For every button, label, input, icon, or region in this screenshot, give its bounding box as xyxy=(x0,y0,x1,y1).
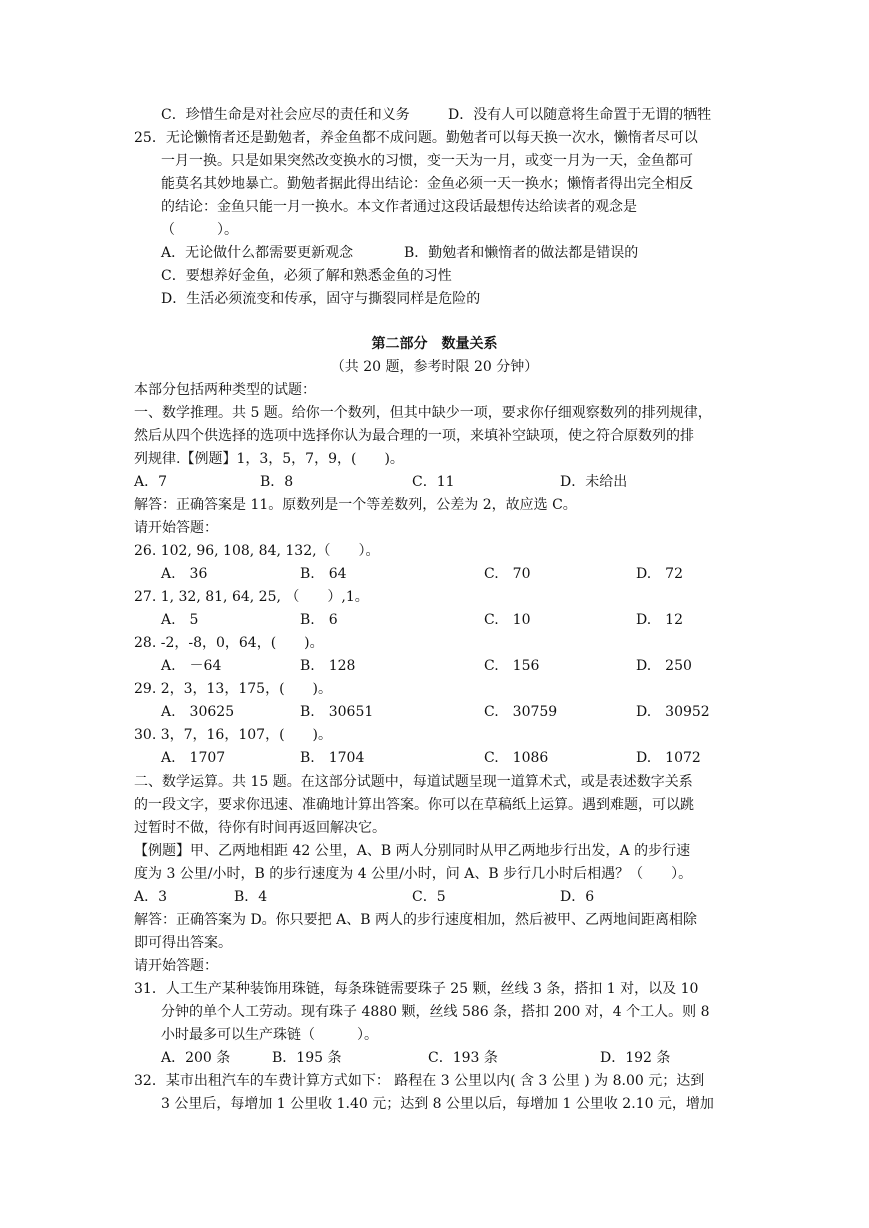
q31-option-d: D．192 条 xyxy=(600,1050,671,1066)
q24-options-cd xyxy=(0,104,869,126)
example2-option-d: D．6 xyxy=(560,889,595,905)
q30-stem: 30. 3，7，16，107，( )。 xyxy=(134,727,332,743)
q32-line-2: 3 公里后，每增加 1 公里收 1.40 元；达到 8 公里以后，每增加 1 公里收 2.10 元，增加 xyxy=(161,1096,714,1112)
q29-option-d: D. 30952 xyxy=(636,704,710,720)
q25-line-5: （ ）。 xyxy=(161,222,238,238)
q28-option-d: D. 250 xyxy=(636,658,692,674)
q27-stem: 27. 1, 32, 81, 64, 25, （ ）,1。 xyxy=(134,589,369,605)
q24-option-c: C．珍惜生命是对社会应尽的责任和义务 xyxy=(161,107,410,123)
q26-option-c: C. 70 xyxy=(484,566,531,582)
example1-options xyxy=(0,471,869,493)
part2-subtitle: （共 20 题，参考时限 20 分钟） xyxy=(330,359,539,375)
q28-option-a: A. －64 xyxy=(161,658,222,674)
sec2-line-2: 的一段文字，要求你迅速、准确地计算出答案。你可以在草稿纸上运算。遇到难题，可以跳 xyxy=(134,797,694,813)
q26-options xyxy=(0,563,869,585)
q27-option-c: C. 10 xyxy=(484,612,531,628)
q26-option-b: B. 64 xyxy=(300,566,347,582)
example2-answer-line-2: 即可得出答案。 xyxy=(134,935,232,951)
q26-option-d: D. 72 xyxy=(636,566,683,582)
part2-title: 第二部分 数量关系 xyxy=(371,336,498,352)
q29-option-b: B. 30651 xyxy=(300,704,374,720)
example1-option-d: D．未给出 xyxy=(560,474,628,490)
q31-line-1: 31．人工生产某种装饰用珠链，每条珠链需要珠子 25 颗，丝线 3 条，搭扣 1 对，以及 10 xyxy=(134,981,699,997)
q31-option-b: B．195 条 xyxy=(272,1050,342,1066)
example1-option-a: A．7 xyxy=(134,474,168,490)
q29-options xyxy=(0,701,869,723)
q25-line-4: 的结论：金鱼只能一月一换水。本文作者通过这段话最想传达给读者的观念是 xyxy=(161,199,637,215)
start-answering-2: 请开始答题： xyxy=(134,958,218,974)
q30-option-a: A. 1707 xyxy=(161,750,226,766)
sec1-line-2: 然后从四个供选择的选项中选择你认为最合理的一项，来填补空缺项，使之符合原数列的排 xyxy=(134,428,694,444)
example2-line-2: 度为 3 公里/小时，B 的步行速度为 4 公里/小时，问 A、B 步行几小时后相遇？（ ）。 xyxy=(134,866,693,882)
q27-option-d: D. 12 xyxy=(636,612,683,628)
q31-line-3: 小时最多可以生产珠链（ ）。 xyxy=(161,1027,378,1043)
sec2-line-3: 过暂时不做，待你有时间再返回解决它。 xyxy=(134,820,386,836)
q27-option-b: B. 6 xyxy=(300,612,338,628)
q29-stem: 29. 2，3，13，175，( )。 xyxy=(134,681,332,697)
q32-line-1: 32．某市出租汽车的车费计算方式如下： 路程在 3 公里以内( 含 3 公里 ) 为 8.00 元；达到 xyxy=(134,1073,705,1089)
q27-options xyxy=(0,609,869,631)
q28-options xyxy=(0,655,869,677)
q29-option-a: A. 30625 xyxy=(161,704,235,720)
q31-options xyxy=(0,1047,869,1069)
example2-options xyxy=(0,886,869,908)
q25-line-3: 能莫名其妙地暴亡。勤勉者据此得出结论：金鱼必须一天一换水；懒惰者得出完全相反 xyxy=(161,176,693,192)
q25-line-2: 一月一换。只是如果突然改变换水的习惯，变一天为一月，或变一月为一天，金鱼都可 xyxy=(161,153,693,169)
q24-option-d: D．没有人可以随意将生命置于无谓的牺牲 xyxy=(448,107,712,123)
q31-option-c: C．193 条 xyxy=(428,1050,498,1066)
q25-option-c: C．要想养好金鱼，必须了解和熟悉金鱼的习性 xyxy=(161,268,452,284)
example1-option-b: B．8 xyxy=(260,474,294,490)
q28-option-c: C. 156 xyxy=(484,658,540,674)
q25-options-ab xyxy=(0,242,869,264)
q29-option-c: C. 30759 xyxy=(484,704,558,720)
q28-stem: 28. -2，-8，0，64，( )。 xyxy=(134,635,324,651)
example2-option-a: A．3 xyxy=(134,889,168,905)
q26-stem: 26. 102, 96, 108, 84, 132,（ ）。 xyxy=(134,543,380,559)
q30-option-b: B. 1704 xyxy=(300,750,365,766)
example1-answer: 解答：正确答案是 11。原数列是一个等差数列，公差为 2，故应选 C。 xyxy=(134,497,577,513)
q31-option-a: A．200 条 xyxy=(161,1050,231,1066)
q25-option-b: B．勤勉者和懒惰者的做法都是错误的 xyxy=(404,245,639,261)
q30-option-d: D. 1072 xyxy=(636,750,701,766)
q31-line-2: 分钟的单个人工劳动。现有珠子 4880 颗，丝线 586 条，搭扣 200 对，4 个工人。则 8 xyxy=(161,1004,710,1020)
example2-option-c: C．5 xyxy=(412,889,446,905)
q25-line-1: 25．无论懒惰者还是勤勉者，养金鱼都不成问题。勤勉者可以每天换一次水，懒惰者尽可以 xyxy=(134,130,698,146)
sec1-line-1: 一、数学推理。共 5 题。给你一个数列，但其中缺少一项，要求你仔细观察数列的排列规律， xyxy=(134,405,712,421)
example1-option-c: C．11 xyxy=(412,474,455,490)
example2-line-1: 【例题】甲、乙两地相距 42 公里，A、B 两人分别同时从甲乙两地步行出发，A 的步行速 xyxy=(134,843,691,859)
example2-answer-line-1: 解答：正确答案为 D。你只要把 A、B 两人的步行速度相加，然后被甲、乙两地间距离相除 xyxy=(134,912,697,928)
q30-option-c: C. 1086 xyxy=(484,750,549,766)
sec2-line-1: 二、数学运算。共 15 题。在这部分试题中，每道试题呈现一道算术式，或是表述数字关系 xyxy=(134,774,693,790)
sec1-line-3: 列规律.【例题】1，3，5，7，9，( )。 xyxy=(134,451,404,467)
q25-option-d: D．生活必须流变和传承，固守与撕裂同样是危险的 xyxy=(161,291,481,307)
start-answering-1: 请开始答题： xyxy=(134,520,218,536)
q28-option-b: B. 128 xyxy=(300,658,356,674)
q27-option-a: A. 5 xyxy=(161,612,199,628)
part2-intro: 本部分包括两种类型的试题： xyxy=(134,382,316,398)
example2-option-b: B．4 xyxy=(234,889,268,905)
q26-option-a: A. 36 xyxy=(161,566,208,582)
q30-options xyxy=(0,747,869,769)
q25-option-a: A．无论做什么都需要更新观念 xyxy=(161,245,354,261)
